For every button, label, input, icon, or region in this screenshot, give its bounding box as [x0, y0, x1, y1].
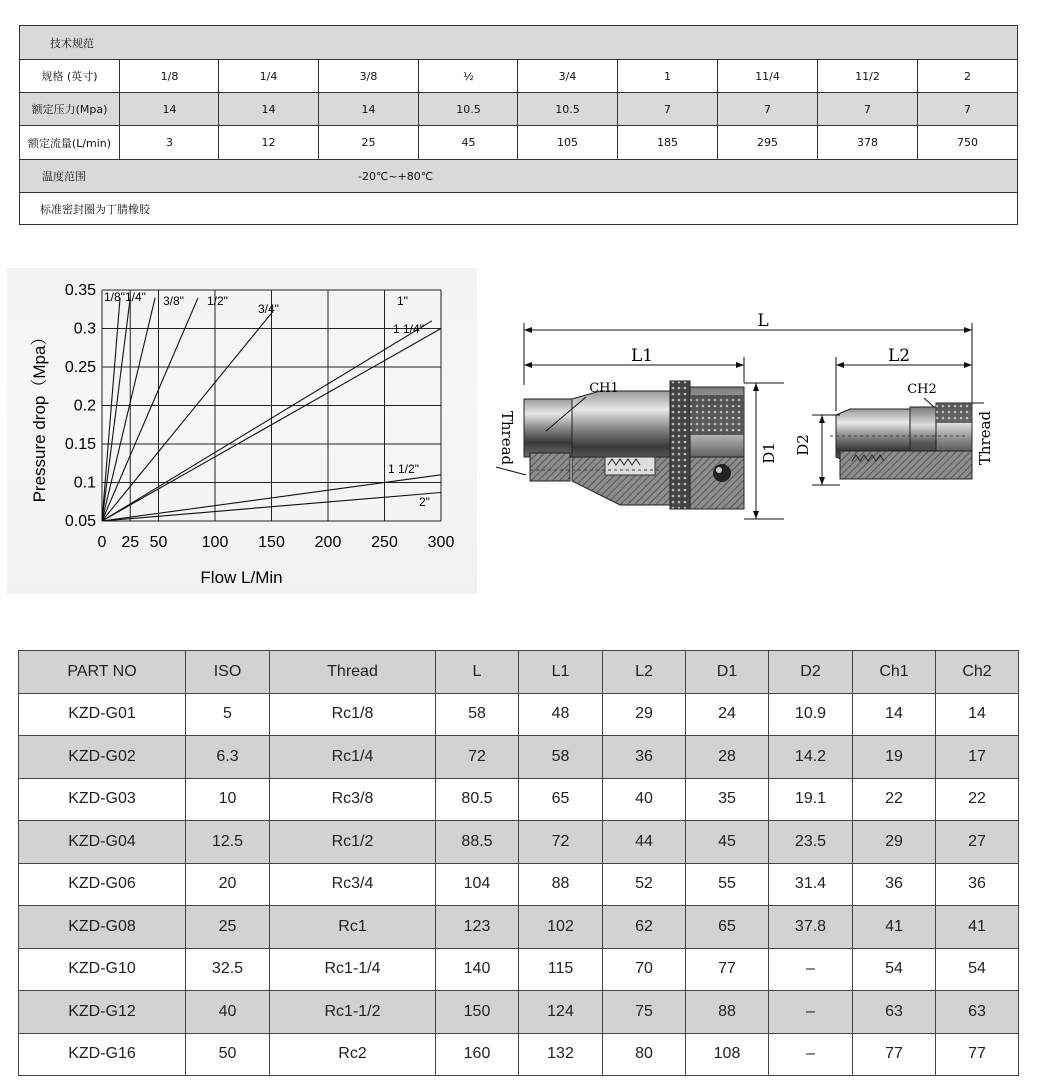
spec-seal-row — [20, 192, 1017, 225]
table-cell: Rc1/4 — [270, 736, 436, 779]
table-cell: 19 — [853, 736, 936, 779]
spec-temp-label: 温度范围 — [42, 170, 86, 183]
table-cell: 19.1 — [769, 778, 853, 821]
table-cell: 77 — [686, 948, 769, 991]
spec-flow-value: 45 — [418, 126, 518, 159]
table-cell: 123 — [436, 906, 519, 949]
table-cell: 58 — [519, 736, 603, 779]
column-header: ISO — [186, 651, 270, 694]
table-cell: 132 — [519, 1033, 603, 1076]
table-cell: KZD-G10 — [19, 948, 186, 991]
spec-temp-row — [20, 159, 1017, 192]
spec-flow-value: 105 — [517, 126, 617, 159]
dim-D2-label: D2 — [794, 434, 812, 456]
series-line — [102, 313, 272, 521]
spec-temp-value: -20℃~+80℃ — [358, 169, 434, 183]
table-cell: 32.5 — [186, 948, 270, 991]
table-cell: 75 — [603, 991, 686, 1034]
table-cell: Rc1-1/4 — [270, 948, 436, 991]
table-cell: 23.5 — [769, 821, 853, 864]
table-cell: 72 — [519, 821, 603, 864]
parts-body — [19, 693, 1019, 1076]
thread-label-left: Thread — [498, 410, 516, 466]
table-cell: KZD-G02 — [19, 736, 186, 779]
spec-size-value: 1/4 — [218, 60, 318, 92]
table-cell: 5 — [186, 693, 270, 736]
table-cell: – — [769, 948, 853, 991]
table-cell: 88.5 — [436, 821, 519, 864]
table-cell: 70 — [603, 948, 686, 991]
table-cell: 6.3 — [186, 736, 270, 779]
table-row — [19, 948, 1019, 991]
spec-flow-value: 25 — [318, 126, 418, 159]
table-cell: 29 — [603, 693, 686, 736]
series-label: 3/8" — [163, 294, 184, 308]
parts-header-row — [19, 651, 1019, 694]
column-header: L — [436, 651, 519, 694]
table-cell: 48 — [519, 693, 603, 736]
chart-svg — [7, 268, 477, 594]
table-cell: 65 — [519, 778, 603, 821]
spec-size-value: 1/8 — [119, 60, 219, 92]
table-cell: 14 — [936, 693, 1019, 736]
table-cell: 36 — [936, 863, 1019, 906]
spec-title: 技术规范 — [50, 36, 94, 50]
series-line — [102, 298, 155, 521]
table-cell: KZD-G08 — [19, 906, 186, 949]
series-label: 1/2" — [207, 294, 228, 308]
table-cell: KZD-G01 — [19, 693, 186, 736]
table-cell: Rc1-1/2 — [270, 991, 436, 1034]
column-header: Ch1 — [853, 651, 936, 694]
spec-pressure-row — [20, 92, 1017, 125]
x-axis-label: Flow L/Min — [200, 568, 283, 587]
dim-D1-label: D1 — [760, 442, 778, 464]
spec-title-row — [20, 26, 1017, 59]
column-header: D2 — [769, 651, 853, 694]
y-tick-label: 0.35 — [64, 282, 96, 299]
table-cell: 37.8 — [769, 906, 853, 949]
table-row — [19, 821, 1019, 864]
table-cell: 58 — [436, 693, 519, 736]
spec-flow-value: 295 — [717, 126, 817, 159]
table-cell: 77 — [936, 1033, 1019, 1076]
coupling-drawing — [490, 295, 1010, 535]
spec-flow-value: 750 — [917, 126, 1017, 159]
spec-flow-label: 额定流量(L/min) — [27, 136, 112, 150]
spec-size-value: 11/4 — [717, 60, 817, 92]
table-cell: Rc1/2 — [270, 821, 436, 864]
table-cell: 108 — [686, 1033, 769, 1076]
series-line — [102, 298, 120, 521]
x-tick-label: 50 — [149, 534, 168, 551]
table-cell: 12.5 — [186, 821, 270, 864]
spec-flow-value: 3 — [119, 126, 219, 159]
dim-L1-label: L1 — [630, 346, 654, 366]
column-header: D1 — [686, 651, 769, 694]
table-cell: KZD-G06 — [19, 863, 186, 906]
x-tick-label: 0 — [97, 534, 107, 551]
series-label: 1/8" — [104, 290, 125, 304]
table-cell: 104 — [436, 863, 519, 906]
dim-L-label: L — [757, 311, 769, 331]
y-tick-label: 0.05 — [64, 513, 96, 530]
x-tick-label: 25 — [121, 534, 140, 551]
table-cell: – — [769, 1033, 853, 1076]
table-cell: 35 — [686, 778, 769, 821]
table-row — [19, 906, 1019, 949]
table-cell: KZD-G12 — [19, 991, 186, 1034]
table-cell: 36 — [603, 736, 686, 779]
table-cell: 77 — [853, 1033, 936, 1076]
table-cell: 14.2 — [769, 736, 853, 779]
table-cell: 41 — [936, 906, 1019, 949]
table-cell: 124 — [519, 991, 603, 1034]
table-cell: KZD-G16 — [19, 1033, 186, 1076]
table-cell: 140 — [436, 948, 519, 991]
spec-seal-note: 标准密封圈为丁腈橡胶 — [40, 203, 150, 216]
table-cell: 27 — [936, 821, 1019, 864]
spec-size-value: 1 — [617, 60, 717, 92]
table-cell: KZD-G03 — [19, 778, 186, 821]
column-header: L2 — [603, 651, 686, 694]
table-cell: 22 — [853, 778, 936, 821]
spec-size-label: 规格 (英寸) — [41, 70, 98, 83]
table-cell: 45 — [686, 821, 769, 864]
table-cell: 22 — [936, 778, 1019, 821]
table-cell: 20 — [186, 863, 270, 906]
x-tick-label: 250 — [371, 534, 398, 551]
dim-L2-label: L2 — [887, 346, 911, 366]
spec-pressure-value: 7 — [817, 93, 917, 125]
table-cell: 40 — [603, 778, 686, 821]
table-row — [19, 693, 1019, 736]
table-cell: 65 — [686, 906, 769, 949]
series-label: 1 1/2" — [388, 462, 419, 476]
thread-label-right: Thread — [976, 410, 994, 466]
series-label: 1" — [397, 294, 408, 308]
series-label: 1 1/4" — [393, 322, 424, 336]
series-label: 1/4" — [125, 290, 146, 304]
table-cell: 72 — [436, 736, 519, 779]
table-cell: 10.9 — [769, 693, 853, 736]
spec-pressure-value: 7 — [617, 93, 717, 125]
table-cell: Rc1/8 — [270, 693, 436, 736]
table-row — [19, 778, 1019, 821]
table-cell: 80 — [603, 1033, 686, 1076]
y-tick-label: 0.3 — [73, 320, 96, 338]
spec-pressure-value: 7 — [917, 93, 1017, 125]
table-row — [19, 736, 1019, 779]
series-line — [102, 321, 432, 521]
spec-size-value: 2 — [917, 60, 1017, 92]
table-cell: 24 — [686, 693, 769, 736]
spec-pressure-label: 额定压力(Mpa) — [31, 103, 108, 116]
pressure-drop-chart — [7, 268, 477, 594]
table-cell: Rc3/4 — [270, 863, 436, 906]
table-cell: Rc2 — [270, 1033, 436, 1076]
table-row — [19, 1033, 1019, 1076]
table-cell: 31.4 — [769, 863, 853, 906]
table-cell: 41 — [853, 906, 936, 949]
table-cell: 52 — [603, 863, 686, 906]
spec-flow-value: 185 — [617, 126, 717, 159]
x-tick-label: 300 — [427, 534, 455, 551]
male-plug — [830, 403, 972, 479]
y-tick-label: 0.25 — [64, 359, 96, 376]
x-tick-label: 200 — [314, 534, 342, 551]
table-cell: 50 — [186, 1033, 270, 1076]
spec-pressure-value: 10.5 — [517, 93, 617, 125]
table-cell: 36 — [853, 863, 936, 906]
table-cell: 14 — [853, 693, 936, 736]
x-tick-label: 100 — [201, 534, 229, 551]
spec-size-value: ½ — [418, 60, 518, 92]
spec-size-value: 3/4 — [517, 60, 617, 92]
spec-flow-row — [20, 125, 1017, 159]
spec-flow-value: 12 — [218, 126, 318, 159]
table-cell: 25 — [186, 906, 270, 949]
table-cell: KZD-G04 — [19, 821, 186, 864]
table-cell: 55 — [686, 863, 769, 906]
table-cell: 17 — [936, 736, 1019, 779]
spec-size-value: 11/2 — [817, 60, 917, 92]
y-tick-label: 0.1 — [73, 474, 96, 492]
table-cell: 54 — [936, 948, 1019, 991]
spec-pressure-value: 10.5 — [418, 93, 518, 125]
table-cell: 160 — [436, 1033, 519, 1076]
series-label: 3/4" — [258, 302, 279, 316]
table-cell: 62 — [603, 906, 686, 949]
table-cell: 28 — [686, 736, 769, 779]
spec-pressure-value: 14 — [218, 93, 318, 125]
table-cell: 115 — [519, 948, 603, 991]
table-cell: 80.5 — [436, 778, 519, 821]
table-cell: 63 — [936, 991, 1019, 1034]
column-header: Thread — [270, 651, 436, 694]
table-cell: Rc1 — [270, 906, 436, 949]
x-tick-label: 150 — [258, 534, 285, 551]
table-cell: 10 — [186, 778, 270, 821]
spec-table — [19, 25, 1018, 225]
table-cell: 29 — [853, 821, 936, 864]
table-cell: 54 — [853, 948, 936, 991]
table-cell: 102 — [519, 906, 603, 949]
table-row — [19, 863, 1019, 906]
table-cell: 40 — [186, 991, 270, 1034]
table-cell: 150 — [436, 991, 519, 1034]
female-coupler — [524, 381, 744, 509]
series-label: 2" — [419, 495, 430, 509]
y-tick-label: 0.15 — [64, 436, 96, 453]
spec-flow-value: 378 — [817, 126, 917, 159]
column-header: Ch2 — [936, 651, 1019, 694]
table-cell: 88 — [519, 863, 603, 906]
spec-pressure-value: 14 — [318, 93, 418, 125]
ch1-label: CH1 — [589, 381, 619, 396]
table-cell: Rc3/8 — [270, 778, 436, 821]
table-cell: 63 — [853, 991, 936, 1034]
ch2-label: CH2 — [907, 382, 937, 397]
y-axis-label: Pressure drop（Mpa） — [30, 328, 49, 503]
spec-size-row — [20, 59, 1017, 92]
spec-pressure-value: 7 — [717, 93, 817, 125]
table-cell: 44 — [603, 821, 686, 864]
parts-table — [18, 650, 1019, 1076]
column-header: PART NO — [19, 651, 186, 694]
spec-size-value: 3/8 — [318, 60, 418, 92]
spec-pressure-value: 14 — [119, 93, 219, 125]
table-cell: – — [769, 991, 853, 1034]
table-cell: 88 — [686, 991, 769, 1034]
column-header: L1 — [519, 651, 603, 694]
y-tick-label: 0.2 — [73, 397, 96, 415]
table-row — [19, 991, 1019, 1034]
